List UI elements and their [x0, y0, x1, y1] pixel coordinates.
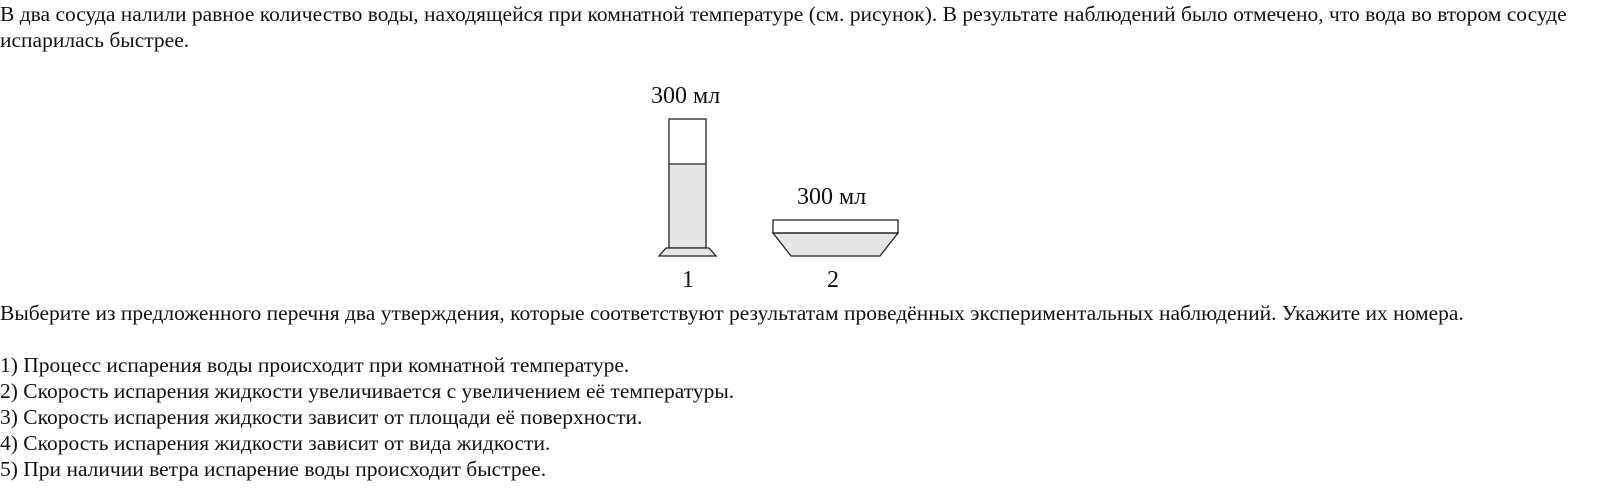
- answer-option: 1) Процесс испарения воды происходит при комнатной температуре.: [0, 353, 630, 377]
- vessel-1-water: [669, 164, 706, 248]
- instruction-paragraph: Выберите из предложенного перечня два утверждения, которые соответствуют результатам проведённых экспериментальных наблюдений. Укажите их номера.: [0, 301, 1464, 325]
- answer-option: 4) Скорость испарения жидкости зависит от вида жидкости.: [0, 431, 551, 455]
- vessels-figure: [640, 78, 940, 308]
- vessel-2-dish: [773, 220, 898, 256]
- vessel-1-base: [659, 248, 716, 256]
- answer-option: 5) При наличии ветра испарение воды происходит быстрее.: [0, 457, 547, 481]
- vessel-2-volume-label: 300 мл: [797, 184, 867, 210]
- vessel-2-water: [773, 233, 898, 256]
- vessel-1-cylinder: [659, 119, 716, 256]
- answer-options-list: [0, 353, 734, 483]
- vessel-1-volume-label: 300 мл: [651, 83, 721, 109]
- vessel-1-number: 1: [682, 267, 694, 293]
- vessel-2-number: 2: [827, 267, 839, 293]
- answer-option: 2) Скорость испарения жидкости увеличивается с увеличением её температуры.: [0, 379, 735, 403]
- intro-paragraph: В два сосуда налили равное количество воды, находящейся при комнатной температуре (см. рисунок). В результате наблюдений было отмечено, что вода во втором сосуде испарилась быстрее.: [0, 2, 1567, 52]
- answer-option: 3) Скорость испарения жидкости зависит от площади её поверхности.: [0, 405, 643, 429]
